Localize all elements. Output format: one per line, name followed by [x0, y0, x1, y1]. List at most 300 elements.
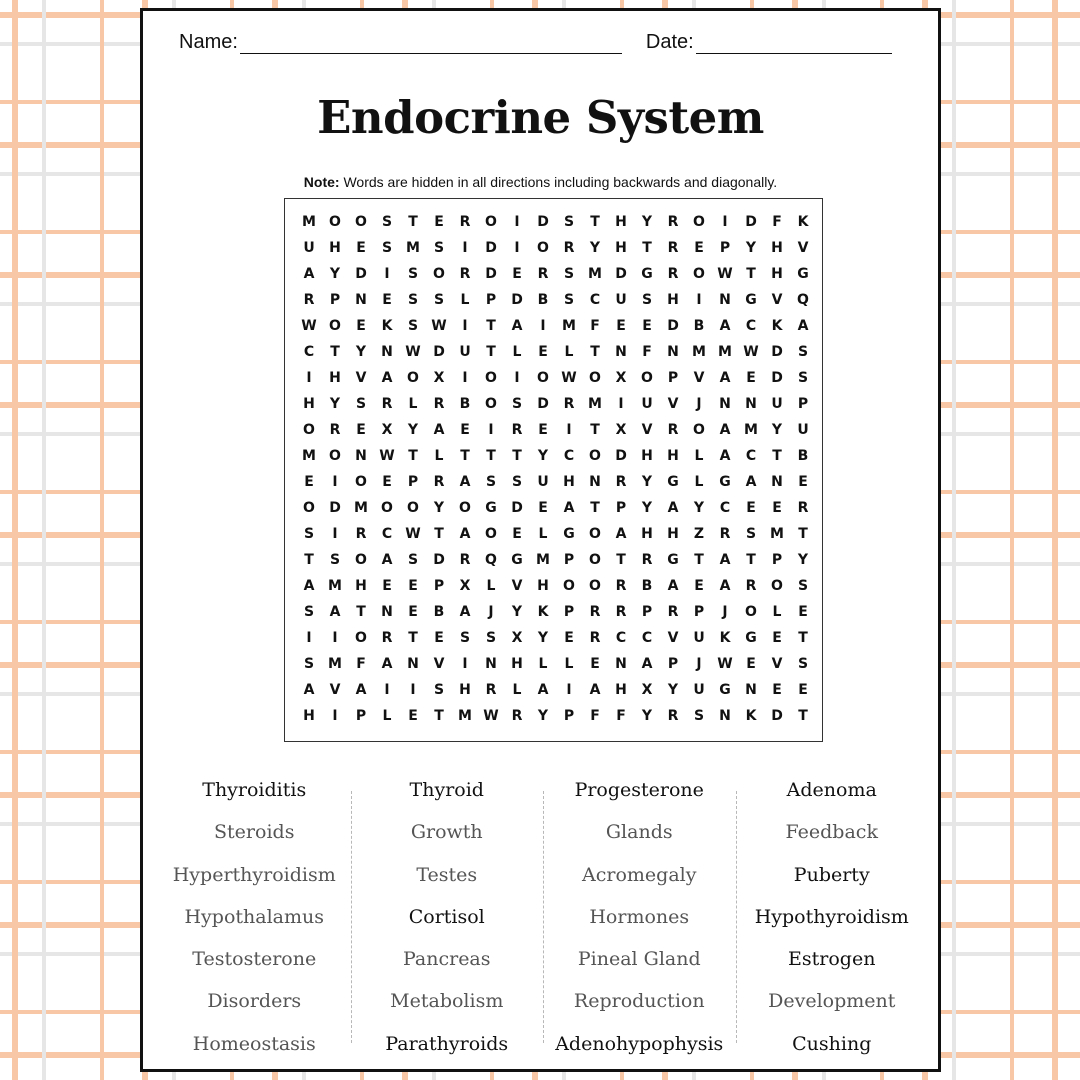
grid-letter[interactable]: R [589, 604, 601, 620]
grid-letter[interactable]: Y [589, 240, 601, 256]
grid-letter[interactable]: N [355, 292, 367, 308]
grid-letter[interactable]: A [459, 474, 471, 490]
grid-letter[interactable]: D [771, 708, 783, 724]
grid-letter[interactable]: F [616, 708, 626, 724]
grid-letter[interactable]: O [355, 630, 367, 646]
grid-letter[interactable]: O [589, 526, 601, 542]
grid-letter[interactable]: E [408, 578, 418, 594]
grid-letter[interactable]: R [381, 630, 393, 646]
grid-letter[interactable]: B [797, 448, 809, 464]
grid-letter[interactable]: T [746, 266, 756, 282]
grid-letter[interactable]: M [692, 344, 706, 360]
grid-letter[interactable]: S [407, 318, 419, 334]
grid-letter[interactable]: Y [433, 500, 445, 516]
grid-letter[interactable]: T [694, 552, 704, 568]
grid-letter[interactable]: O [589, 448, 601, 464]
grid-letter[interactable]: W [431, 318, 447, 334]
grid-letter[interactable]: S [459, 630, 471, 646]
grid-letter[interactable]: H [563, 474, 575, 490]
grid-letter[interactable]: N [381, 344, 393, 360]
grid-letter[interactable]: D [511, 292, 523, 308]
grid-letter[interactable]: X [641, 682, 653, 698]
grid-letter[interactable]: C [641, 630, 653, 646]
grid-letter[interactable]: A [433, 422, 445, 438]
grid-letter[interactable]: T [434, 708, 444, 724]
grid-letter[interactable]: J [722, 604, 728, 620]
grid-letter[interactable]: P [615, 500, 627, 516]
grid-letter[interactable]: M [302, 448, 316, 464]
grid-letter[interactable]: J [696, 396, 702, 412]
grid-letter[interactable]: N [745, 396, 757, 412]
grid-letter[interactable]: G [719, 682, 731, 698]
grid-letter[interactable]: E [356, 422, 366, 438]
grid-letter[interactable]: N [485, 656, 497, 672]
grid-letter[interactable]: T [408, 630, 418, 646]
grid-letter[interactable]: S [745, 526, 757, 542]
grid-letter[interactable]: O [329, 318, 341, 334]
grid-letter[interactable]: U [693, 682, 705, 698]
grid-letter[interactable]: P [485, 292, 497, 308]
grid-letter[interactable]: C [615, 630, 627, 646]
grid-letter[interactable]: O [693, 266, 705, 282]
grid-letter[interactable]: C [589, 292, 601, 308]
grid-letter[interactable]: A [641, 656, 653, 672]
grid-letter[interactable]: R [433, 474, 445, 490]
grid-letter[interactable]: X [381, 422, 393, 438]
grid-letter[interactable]: F [590, 708, 600, 724]
grid-letter[interactable]: T [590, 344, 600, 360]
grid-letter[interactable]: N [615, 344, 627, 360]
grid-letter[interactable]: H [329, 240, 341, 256]
grid-letter[interactable]: I [514, 214, 520, 230]
grid-letter[interactable]: I [618, 396, 624, 412]
grid-letter[interactable]: E [694, 578, 704, 594]
grid-letter[interactable]: I [306, 630, 312, 646]
grid-letter[interactable]: C [745, 448, 757, 464]
grid-letter[interactable]: B [693, 318, 705, 334]
grid-letter[interactable]: A [381, 370, 393, 386]
grid-letter[interactable]: D [485, 240, 497, 256]
grid-letter[interactable]: E [382, 578, 392, 594]
grid-letter[interactable]: V [667, 630, 679, 646]
grid-letter[interactable]: T [772, 448, 782, 464]
grid-letter[interactable]: C [381, 526, 393, 542]
grid-letter[interactable]: N [719, 292, 731, 308]
grid-letter[interactable]: M [354, 500, 368, 516]
grid-letter[interactable]: K [537, 604, 549, 620]
grid-letter[interactable]: O [485, 396, 497, 412]
grid-letter[interactable]: O [355, 552, 367, 568]
grid-letter[interactable]: A [537, 682, 549, 698]
grid-letter[interactable]: E [616, 318, 626, 334]
grid-letter[interactable]: I [332, 474, 338, 490]
grid-letter[interactable]: L [538, 656, 548, 672]
grid-letter[interactable]: A [511, 318, 523, 334]
grid-letter[interactable]: D [329, 500, 341, 516]
grid-letter[interactable]: Y [641, 708, 653, 724]
grid-letter[interactable]: A [719, 578, 731, 594]
grid-letter[interactable]: W [301, 318, 317, 334]
grid-letter[interactable]: I [540, 318, 546, 334]
grid-letter[interactable]: S [641, 292, 653, 308]
grid-letter[interactable]: M [328, 656, 342, 672]
grid-letter[interactable]: H [615, 240, 627, 256]
grid-letter[interactable]: H [459, 682, 471, 698]
grid-letter[interactable]: O [693, 422, 705, 438]
grid-letter[interactable]: H [771, 266, 783, 282]
grid-letter[interactable]: H [641, 448, 653, 464]
grid-letter[interactable]: D [485, 266, 497, 282]
grid-letter[interactable]: A [459, 604, 471, 620]
grid-letter[interactable]: T [434, 526, 444, 542]
grid-letter[interactable]: A [563, 500, 575, 516]
grid-letter[interactable]: O [355, 214, 367, 230]
grid-letter[interactable]: Z [693, 526, 705, 542]
grid-letter[interactable]: P [693, 604, 705, 620]
grid-letter[interactable]: Y [693, 500, 705, 516]
grid-letter[interactable]: X [615, 422, 627, 438]
grid-letter[interactable]: P [563, 552, 575, 568]
grid-letter[interactable]: R [511, 422, 523, 438]
grid-letter[interactable]: D [771, 370, 783, 386]
grid-letter[interactable]: D [433, 344, 445, 360]
grid-letter[interactable]: Q [797, 292, 809, 308]
grid-letter[interactable]: T [798, 526, 808, 542]
grid-letter[interactable]: N [667, 344, 679, 360]
grid-letter[interactable]: H [667, 526, 679, 542]
grid-letter[interactable]: A [719, 370, 731, 386]
grid-letter[interactable]: R [615, 474, 627, 490]
grid-letter[interactable]: F [642, 344, 652, 360]
grid-letter[interactable]: G [667, 552, 679, 568]
grid-letter[interactable]: E [564, 630, 574, 646]
grid-letter[interactable]: L [538, 526, 548, 542]
grid-letter[interactable]: E [798, 682, 808, 698]
grid-letter[interactable]: S [511, 474, 523, 490]
grid-letter[interactable]: S [485, 630, 497, 646]
grid-letter[interactable]: E [408, 708, 418, 724]
grid-letter[interactable]: G [719, 474, 731, 490]
grid-letter[interactable]: R [511, 708, 523, 724]
grid-letter[interactable]: P [719, 240, 731, 256]
grid-letter[interactable]: G [641, 266, 653, 282]
grid-letter[interactable]: E [538, 422, 548, 438]
grid-letter[interactable]: E [694, 240, 704, 256]
grid-letter[interactable]: V [329, 682, 341, 698]
grid-letter[interactable]: T [486, 344, 496, 360]
grid-letter[interactable]: O [329, 214, 341, 230]
grid-letter[interactable]: T [798, 708, 808, 724]
grid-letter[interactable]: I [514, 240, 520, 256]
grid-letter[interactable]: O [355, 474, 367, 490]
grid-letter[interactable]: R [745, 578, 757, 594]
grid-letter[interactable]: I [384, 682, 390, 698]
grid-letter[interactable]: O [303, 500, 315, 516]
grid-letter[interactable]: Y [329, 396, 341, 412]
grid-letter[interactable]: O [485, 214, 497, 230]
grid-letter[interactable]: S [433, 240, 445, 256]
grid-letter[interactable]: D [745, 214, 757, 230]
grid-letter[interactable]: L [486, 578, 496, 594]
grid-letter[interactable]: H [667, 448, 679, 464]
grid-letter[interactable]: Y [641, 214, 653, 230]
grid-letter[interactable]: L [460, 292, 470, 308]
grid-letter[interactable]: T [798, 630, 808, 646]
grid-letter[interactable]: C [719, 500, 731, 516]
grid-letter[interactable]: E [434, 214, 444, 230]
grid-letter[interactable]: E [798, 604, 808, 620]
grid-letter[interactable]: O [485, 526, 497, 542]
grid-letter[interactable]: N [355, 448, 367, 464]
grid-letter[interactable]: X [615, 370, 627, 386]
grid-letter[interactable]: K [771, 318, 783, 334]
grid-letter[interactable]: R [641, 552, 653, 568]
grid-letter[interactable]: P [563, 708, 575, 724]
grid-letter[interactable]: O [303, 422, 315, 438]
grid-letter[interactable]: Y [771, 422, 783, 438]
grid-letter[interactable]: D [667, 318, 679, 334]
grid-letter[interactable]: O [329, 448, 341, 464]
grid-letter[interactable]: R [329, 422, 341, 438]
grid-letter[interactable]: A [303, 578, 315, 594]
grid-letter[interactable]: O [407, 370, 419, 386]
grid-letter[interactable]: H [537, 578, 549, 594]
grid-letter[interactable]: L [434, 448, 444, 464]
grid-letter[interactable]: D [355, 266, 367, 282]
grid-letter[interactable]: U [537, 474, 549, 490]
grid-letter[interactable]: R [563, 396, 575, 412]
grid-letter[interactable]: F [590, 318, 600, 334]
grid-letter[interactable]: V [693, 370, 705, 386]
grid-letter[interactable]: I [462, 240, 468, 256]
grid-letter[interactable]: N [589, 474, 601, 490]
grid-letter[interactable]: H [303, 708, 315, 724]
grid-letter[interactable]: O [407, 500, 419, 516]
grid-letter[interactable]: U [615, 292, 627, 308]
grid-letter[interactable]: P [667, 370, 679, 386]
grid-letter[interactable]: P [329, 292, 341, 308]
grid-letter[interactable]: S [407, 266, 419, 282]
grid-letter[interactable]: K [745, 708, 757, 724]
grid-letter[interactable]: I [696, 292, 702, 308]
grid-letter[interactable]: P [407, 474, 419, 490]
grid-letter[interactable]: S [797, 656, 809, 672]
grid-letter[interactable]: E [512, 266, 522, 282]
grid-letter[interactable]: I [514, 370, 520, 386]
grid-letter[interactable]: R [459, 214, 471, 230]
grid-letter[interactable]: I [722, 214, 728, 230]
grid-letter[interactable]: A [615, 526, 627, 542]
grid-letter[interactable]: S [511, 396, 523, 412]
grid-letter[interactable]: O [693, 214, 705, 230]
grid-letter[interactable]: O [641, 370, 653, 386]
grid-letter[interactable]: J [696, 656, 702, 672]
grid-letter[interactable]: D [615, 448, 627, 464]
grid-letter[interactable]: L [772, 604, 782, 620]
grid-letter[interactable]: T [356, 604, 366, 620]
grid-letter[interactable]: A [797, 318, 809, 334]
grid-letter[interactable]: A [719, 422, 731, 438]
grid-letter[interactable]: R [667, 240, 679, 256]
grid-letter[interactable]: Y [537, 448, 549, 464]
grid-letter[interactable]: E [590, 656, 600, 672]
grid-letter[interactable]: R [485, 682, 497, 698]
grid-letter[interactable]: K [797, 214, 809, 230]
grid-letter[interactable]: P [641, 604, 653, 620]
grid-letter[interactable]: C [303, 344, 315, 360]
grid-letter[interactable]: S [355, 396, 367, 412]
grid-letter[interactable]: V [433, 656, 445, 672]
grid-letter[interactable]: I [332, 630, 338, 646]
grid-letter[interactable]: T [616, 552, 626, 568]
grid-letter[interactable]: O [537, 240, 549, 256]
grid-letter[interactable]: Y [667, 682, 679, 698]
grid-letter[interactable]: E [772, 682, 782, 698]
grid-letter[interactable]: S [563, 292, 575, 308]
grid-letter[interactable]: S [303, 656, 315, 672]
grid-letter[interactable]: U [797, 422, 809, 438]
grid-letter[interactable]: P [355, 708, 367, 724]
grid-letter[interactable]: P [771, 552, 783, 568]
grid-letter[interactable]: D [537, 214, 549, 230]
grid-letter[interactable]: O [589, 552, 601, 568]
grid-letter[interactable]: E [304, 474, 314, 490]
grid-letter[interactable]: H [615, 682, 627, 698]
grid-letter[interactable]: E [512, 526, 522, 542]
name-field[interactable] [240, 35, 622, 54]
grid-letter[interactable]: L [512, 682, 522, 698]
grid-letter[interactable]: I [462, 656, 468, 672]
grid-letter[interactable]: I [488, 422, 494, 438]
grid-letter[interactable]: G [745, 630, 757, 646]
grid-letter[interactable]: S [381, 240, 393, 256]
grid-letter[interactable]: N [719, 708, 731, 724]
grid-letter[interactable]: A [719, 318, 731, 334]
grid-letter[interactable]: R [355, 526, 367, 542]
grid-letter[interactable]: W [717, 656, 733, 672]
grid-letter[interactable]: E [408, 604, 418, 620]
grid-letter[interactable]: K [719, 630, 731, 646]
grid-letter[interactable]: D [511, 500, 523, 516]
grid-letter[interactable]: I [462, 370, 468, 386]
grid-letter[interactable]: O [589, 370, 601, 386]
grid-letter[interactable]: M [562, 318, 576, 334]
grid-letter[interactable]: B [537, 292, 549, 308]
grid-letter[interactable]: T [746, 552, 756, 568]
grid-letter[interactable]: K [381, 318, 393, 334]
grid-letter[interactable]: Y [641, 474, 653, 490]
grid-letter[interactable]: M [588, 396, 602, 412]
grid-letter[interactable]: I [306, 370, 312, 386]
grid-letter[interactable]: T [486, 448, 496, 464]
grid-letter[interactable]: I [566, 422, 572, 438]
grid-letter[interactable]: O [563, 578, 575, 594]
grid-letter[interactable]: W [405, 526, 421, 542]
grid-letter[interactable]: R [667, 266, 679, 282]
grid-letter[interactable]: L [564, 656, 574, 672]
grid-letter[interactable]: T [408, 214, 418, 230]
grid-letter[interactable]: M [770, 526, 784, 542]
grid-letter[interactable]: Y [537, 630, 549, 646]
grid-letter[interactable]: V [511, 578, 523, 594]
grid-letter[interactable]: Y [407, 422, 419, 438]
grid-letter[interactable]: R [615, 604, 627, 620]
grid-letter[interactable]: Y [511, 604, 523, 620]
grid-letter[interactable]: P [667, 656, 679, 672]
grid-letter[interactable]: W [379, 448, 395, 464]
grid-letter[interactable]: E [772, 630, 782, 646]
grid-letter[interactable]: T [304, 552, 314, 568]
grid-letter[interactable]: S [407, 552, 419, 568]
grid-letter[interactable]: E [642, 318, 652, 334]
grid-letter[interactable]: E [772, 500, 782, 516]
grid-letter[interactable]: W [483, 708, 499, 724]
grid-letter[interactable]: I [332, 708, 338, 724]
grid-letter[interactable]: G [511, 552, 523, 568]
grid-letter[interactable]: D [615, 266, 627, 282]
grid-letter[interactable]: R [719, 526, 731, 542]
grid-letter[interactable]: H [329, 370, 341, 386]
grid-letter[interactable]: A [303, 266, 315, 282]
grid-letter[interactable]: H [303, 396, 315, 412]
grid-letter[interactable]: R [615, 578, 627, 594]
grid-letter[interactable]: U [771, 396, 783, 412]
grid-letter[interactable]: A [589, 682, 601, 698]
grid-letter[interactable]: Y [355, 344, 367, 360]
grid-letter[interactable]: S [433, 292, 445, 308]
grid-letter[interactable]: N [771, 474, 783, 490]
grid-letter[interactable]: I [384, 266, 390, 282]
grid-letter[interactable]: Y [329, 266, 341, 282]
grid-letter[interactable]: L [408, 396, 418, 412]
grid-letter[interactable]: B [459, 396, 471, 412]
grid-letter[interactable]: E [746, 370, 756, 386]
grid-letter[interactable]: L [382, 708, 392, 724]
grid-letter[interactable]: W [561, 370, 577, 386]
grid-letter[interactable]: R [537, 266, 549, 282]
grid-letter[interactable]: A [745, 474, 757, 490]
grid-letter[interactable]: O [485, 370, 497, 386]
grid-letter[interactable]: Y [641, 500, 653, 516]
grid-letter[interactable]: S [563, 266, 575, 282]
grid-letter[interactable]: S [797, 344, 809, 360]
grid-letter[interactable]: E [356, 318, 366, 334]
grid-letter[interactable]: N [615, 656, 627, 672]
grid-letter[interactable]: J [488, 604, 494, 620]
grid-letter[interactable]: Y [745, 240, 757, 256]
grid-letter[interactable]: F [772, 214, 782, 230]
grid-letter[interactable]: E [538, 344, 548, 360]
grid-letter[interactable]: S [693, 708, 705, 724]
grid-letter[interactable]: S [303, 526, 315, 542]
grid-letter[interactable]: E [382, 474, 392, 490]
grid-letter[interactable]: T [512, 448, 522, 464]
grid-letter[interactable]: S [797, 578, 809, 594]
grid-letter[interactable]: R [797, 500, 809, 516]
grid-letter[interactable]: G [745, 292, 757, 308]
grid-letter[interactable]: H [511, 656, 523, 672]
grid-letter[interactable]: S [433, 682, 445, 698]
grid-letter[interactable]: L [694, 448, 704, 464]
grid-letter[interactable]: X [459, 578, 471, 594]
grid-letter[interactable]: O [537, 370, 549, 386]
grid-letter[interactable]: D [537, 396, 549, 412]
grid-letter[interactable]: Y [797, 552, 809, 568]
grid-letter[interactable]: U [693, 630, 705, 646]
grid-letter[interactable]: H [771, 240, 783, 256]
grid-letter[interactable]: W [405, 344, 421, 360]
grid-letter[interactable]: R [303, 292, 315, 308]
